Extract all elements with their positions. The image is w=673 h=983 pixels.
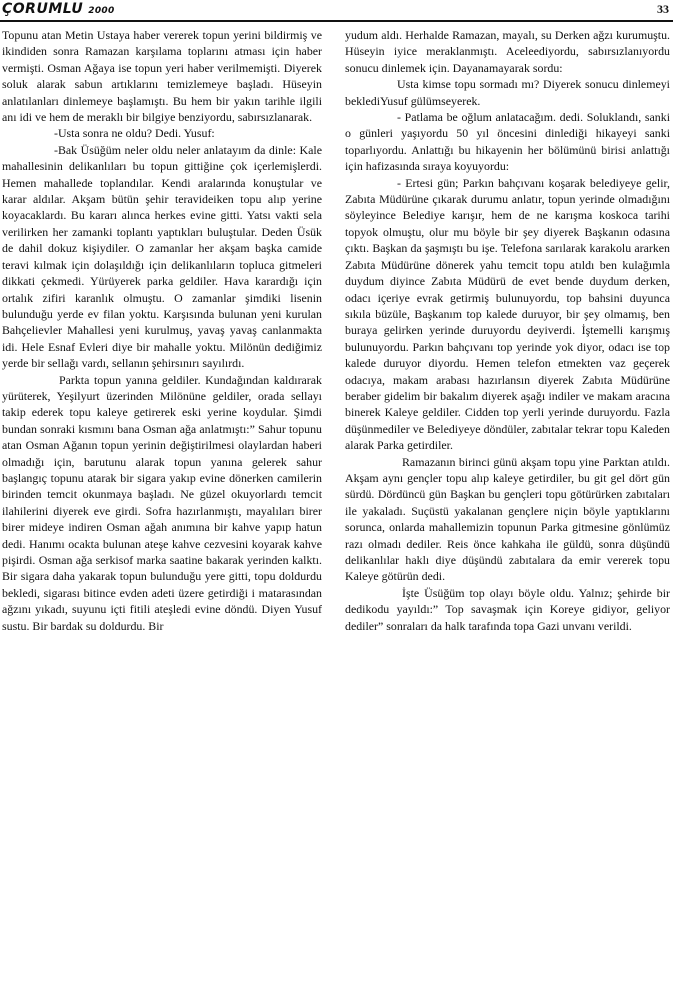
logo-text: ÇORUMLU xyxy=(2,1,84,17)
logo-year: 2000 xyxy=(88,6,115,16)
paragraph: Topunu atan Metin Ustaya haber vererek topun yerini bildirmiş ve ikindiden sonra Ramazan karşılama toplarını atması için haber vermişti. Osman Ağaya ise topun yeri haber verilmemişti. Diyerek soluk alarak sabun artıklarını temizlemeye başladı. Hüseyin anlatılanları dinlemeye başlamıştı. Bu hem bir yakın tarihle ilgili anı idi ve hem de meraklı bir bilgiye benziyordu, sabırsızlanarak. xyxy=(2,28,322,125)
paragraph: Usta kimse topu sormadı mı? Diyerek sonucu dinlemeyi beklediYusuf gülümseyerek. xyxy=(345,77,670,108)
paragraph: -Bak Üsüğüm neler oldu neler anlatayım da dinle: Kale mahallesinin delikanlıları bu topun gittiğine çok içerlemişlerdi. Hemen mahallede toplandılar. Kendi aralarında konuştular ve karar aldılar. Akşam bütün şehir teravideiken topu alıp yerine koyacaklardı. Bu kararı alınca herkes evine gitti. Yatsı vakti sela verilirken her zamanki toplantı yaptıkları buluştular. Deden Üsük de dahil dokuz kişiydiler. O zamanlar her akşam başka camide teravi kılmak için dolaşıldığı için delikanlıların topluca gitmeleri dikkati çekmedi. Yürüyerek parka geldiler. Hava karardığı için ortalık zifiri karanlık olmuştu. O zamanlar şimdiki lisenin bulunduğu yerde ev filan yoktu. Karşısında bulunan yeni kurulan Bahçelievler Mahallesi yeni kurulmuş, yavaş yavaş canlanmakta idi. Hele Esnaf Evleri diye bir mahalle yoktu. Milönün dediğimiz yerde bir sellağı vardı, sellanın şehirsınırı sayılırdı. xyxy=(2,142,322,371)
paragraph: Ramazanın birinci günü akşam topu yine Parktan atıldı. Akşam aynı gençler topu alıp kaleye getirdiler, bu git gel dört gün sürdü. Dördüncü gün Başkan bu gençleri topu götürürken zabıtaları ile yakaladı. Suçüstü yakalanan gençlere niçin böyle yaptıklarını sorunca, onlarda mahallemizin topunun Parka gitmesine gönlümüz razı olmadı dediler. Reis önce kahkaha ile güldü, sonra düşündü delikanlılar haklı diye düşündü zabıtalara da emir vererek topu Kaleye götürün dedi. xyxy=(345,454,670,584)
paragraph: - Patlama be oğlum anlatacağım. dedi. Soluklandı, sanki o günleri yaşıyordu 50 yıl öncesini dinlediği hikayeyi sanki toparlıyordu. Anlattığı bu hikayenin her bölümünü birisi anlattığı için hafizasında sıraya koyuyordu: xyxy=(345,110,670,174)
paragraph: İşte Üsüğüm top olayı böyle oldu. Yalnız; şehirde bir dedikodu yayıldı:” Top savaşmak için Koreye gidiyor, geliyor dediler” sonraları da halk tarafında topa Gazi unvanı verildi. xyxy=(345,585,670,633)
paragraph: Parkta topun yanına geldiler. Kundağından kaldırarak yürüterek, Yeşilyurt üzerinden Milönüne geldiler, orada sellayı takip ederek topu kaleye getirerek eski yerine koydular. Şimdi bundan sonraki kısmını bana Osman ağa anlatmıştı:” Sahur topunu atan Osman Ağanın topun yerinin değiştirilmesi olaylardan haberi olmadığı için, barutunu alarak topun yanına gelerek sahur başlangıç topunu atarak bir sigara yakıp evine dönerken camilerin birinden temcit okunmaya başladı. Ne güzel okuyorlardı temcit ilahilerini diyerek eve girdi. Sofra hazırlanmıştı, mayalıları birer birer mideye indiren Osman ağah anımına bir kahve yapıp hatun dedi. Hanımı ocakta bulunan ateşe kahve cezvesini koyarak kahve pişirdi. Osman ağa serkisof marka saatine bakarak yerinden kalktı. Bir sigara daha yakarak topun bulunduğu yere gitti, topu doldurdu bekledi, sigarası bitince evden adeti üzere getirdiği i matarasından ağzını yıkadı, suyunu içti fitili ateşledi evine döndü. Diyen Yusuf sustu. Bir bardak su doldurdu. Bir xyxy=(2,372,322,633)
page-number: 33 xyxy=(657,2,669,16)
paragraph: - Ertesi gün; Parkın bahçıvanı koşarak belediyeye gelir, Zabıta Müdürüne çıkarak durumu anlatır, topun yerinde olmadığını söyleyince Belediye karışır, hem de ne karışma koskoca tarihi topyok olmuştu, olur mu böyle bir şey diyerek Başkanın odasına çıktı. Başkan da şaşmıştı bu işe. Telefona sarılarak karakolu ararken Zabıta Müdürüne dönerek yahu temcit topu atıldı ben kulağımla duydum diyince Zabıta Müdürü de evet bende duydum derken, odacı içeriye evrak getirmiş bulunuyordu, top bahsini duyunca sıkıla büzüle, Başkanım top kalede duruyor, bir şey olmamış, ben buraya gelirken yerinde duruyordu deyiverdi. İştemelli karışmış bulunuyordu. Parkın bahçıvanı top yerinde yok diyor, odacı ise top kalede duruyor diyordu. Hemen telefon etmekten vaz geçerek odacıya, makam arabası hazırlansın diyerek Zabıta Müdürüne beraber gidelim bir bakalım diyerek aşağı indiler ve makam aracına binerek Kaleye geldiler. Cidden top yerli yerinde duruyordu. Fazla düşünmediler ve Belediyeye döndüler, zabıtalar tekrar topu Kaleden alarak Parka getirdiler. xyxy=(345,175,670,453)
paragraph: -Usta sonra ne oldu? Dedi. Yusuf: xyxy=(54,126,215,141)
magazine-logo xyxy=(2,0,115,20)
header-rule xyxy=(0,20,673,22)
paragraph: yudum aldı. Herhalde Ramazan, mayalı, su Derken ağzı kurumuştu. Hüseyin iyice meraklanmıştı. Aceleediyordu, sabırsızlanıyordu sonucu dinlemek için. Dayanamayarak sordu: xyxy=(345,28,670,75)
right-column xyxy=(345,27,670,634)
page-header xyxy=(0,0,673,24)
left-column xyxy=(2,27,322,634)
